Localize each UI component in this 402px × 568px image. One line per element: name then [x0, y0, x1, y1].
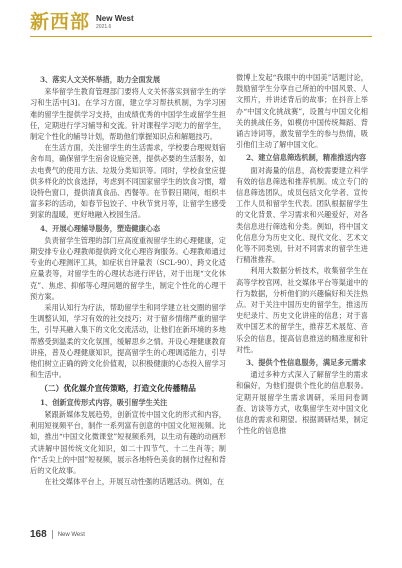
body-paragraph: 在社交媒体平台上，开展互动性强的话题活动。例如，在 — [44, 477, 225, 487]
right-column — [236, 72, 368, 437]
subsection-heading: 4、开展心理辅导服务，塑造健康心态 — [40, 223, 161, 233]
journal-logo-english — [96, 14, 134, 32]
subsection-heading: 3、提供个性信息服务，满足多元需求 — [246, 358, 367, 368]
masthead — [30, 10, 134, 32]
body-paragraph: 来华留学生教育管理部门要将人文关怀落实到留学生的学习和生活中[3]。在学习方面，建立学习帮扶机制，为学习困难的留学生提供学习支持，由成绩优秀的中国学生或留学生担任，定期进行学习辅导和交流。针对课程学习吃力的留学生，制定个性化的辅导计划，帮助他们掌握知识点和解题技巧。 — [30, 87, 226, 142]
subsection-heading: 2、建立信息筛选机制，精准推送内容 — [246, 153, 367, 163]
body-paragraph: 在生活方面，关注留学生的生活需求，学校要合理规划宿舍布局，确保留学生宿舍设施完善，提供必要的生活服务，如去电费气的使用方法、垃圾分类知识等。同时，学校食堂应提供多样化的饮食选择，考虑到不同国家留学生的饮食习惯，增设特色窗口，提供清真食品、西餐等。在节假日期间，组织丰富多彩的活动，如春节包饺子、中秋节赏月等，让留学生感受到家的温暖，更好地融入校园生活。 — [30, 143, 226, 220]
subsection-heading: 1、创新宣传形式内容，吸引留学生关注 — [40, 397, 168, 407]
body-paragraph: 微博上发起“我眼中的中国美”话题讨论，鼓励留学生分享自己所拍的中国风景、人文照片，并讲述背后的故事；在抖音上举办“中国文化挑战赛”，设置与中国文化相关的挑战任务，如模仿中国传统舞蹈、背诵古诗词等，激发留学生的参与热情，吸引他们主动了解中国文化。 — [236, 73, 368, 150]
body-paragraph: 通过多种方式深入了解留学生的需求和偏好，为他们提供个性化的信息服务。定期开展留学生需求调研，采用问卷调查、访谈等方式，收集留学生对中国文化信息的需求和期望。根据调研结果，制定个性化的信息推 — [236, 370, 368, 436]
body-paragraph: 负责留学生管理的部门应高度重视留学生的心理健康，定期安排专业心理教师提供跨文化心理咨询服务。心理教师通过专业的心理测评工具，如症状自评量表（SCL-90）、跨文化适应量表等，对留学生的心理状态进行评估，对于出现“文化休克”、焦虑、抑郁等心理问题的留学生，制定个性化的心理干预方案。 — [30, 235, 226, 301]
section-heading: （二）优化媒介宣传策略，打造文化传播精品 — [40, 384, 196, 394]
page-footer — [30, 529, 85, 540]
issue-number: 2021.6 — [96, 24, 112, 30]
page-number: 168 — [30, 529, 47, 540]
body-paragraph: 面对海量的信息，高校需要建立科学有效的信息筛选和推荐机制。成立专门的信息筛选团队，成员包括文化学者、宣传工作人员和留学生代表。团队根据留学生的文化背景、学习需求和兴趣爱好，对各类信息进行筛选和分类。例如，将中国文化信息分为历史文化、现代文化、艺术文化等不同类别，针对不同需求的留学生进行精准推荐。 — [236, 165, 368, 265]
body-paragraph: 紧跟新媒体发展趋势，创新宣传中国文化的形式和内容，利用短视频平台，制作一系列富有创意的中国文化短视频。比如，推出“中国文化微课堂”短视频系列，以生动有趣的动画形式讲解中国传统文化知识，如二十四节气、十二生肖等；制作“舌尖上的中国”短视频，展示各地特色美食的制作过程和背后的文化故事。 — [30, 409, 226, 475]
subsection-heading: 3、落实人文关怀举措，助力全面发展 — [40, 75, 161, 84]
publication-name: New West — [57, 531, 85, 538]
header-rule — [30, 36, 372, 37]
logo-english-name: New West — [96, 14, 134, 23]
body-paragraph: 采用认知行为疗法，帮助留学生和同学建立社交圈的留学生调整认知，学习有效的社交技巧；对于留乡情绪严重的留学生，引导其融入集下的文化交流活动，让他们在新环境的多地帮感受到温柔的文化氛围，缓解思乡之情。开设心理健康教育讲座，普及心理健康知识，提高留学生的心理调适能力，引导他们树立正确的跨文化价值观，以积极健康的心态投入留学习和生活中。 — [30, 303, 226, 380]
footer-divider — [52, 530, 53, 539]
journal-logo: 新西部 — [30, 11, 91, 33]
body-paragraph: 利用大数据分析技术，收集留学生在高等学校官网、社交媒体平台等渠道中的行为数据，分析他们的兴趣偏好和关注热点。对于关注中国历史的留学生，推送历史纪录片、历史文化讲座的信息；对于喜欢中国艺术的留学生，推荐艺术展览、音乐会的信息，提高信息推送的精准度和针对性。 — [236, 266, 368, 354]
left-column — [30, 72, 226, 487]
